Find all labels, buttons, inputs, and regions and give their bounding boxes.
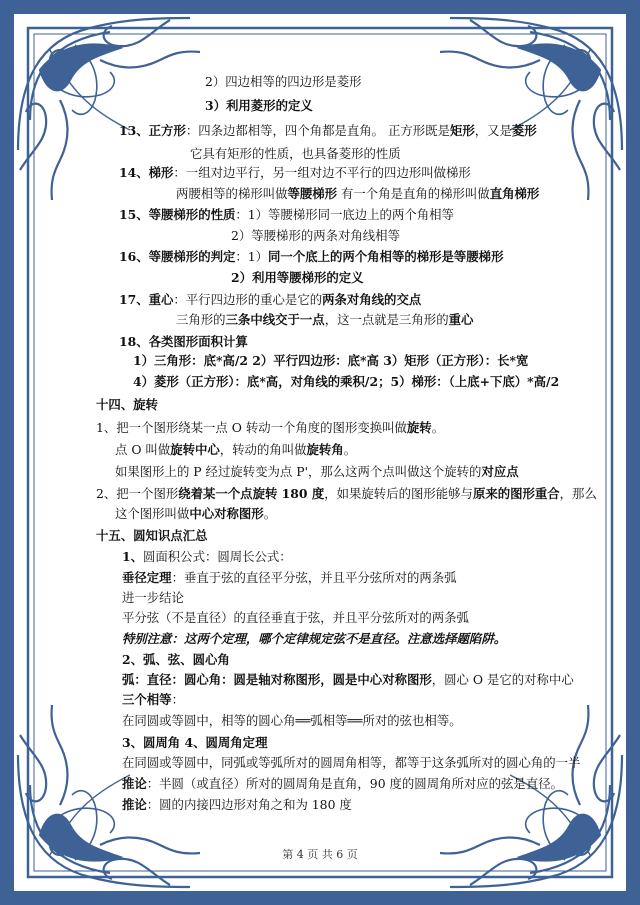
text-line: 18、各类图形面积计算 xyxy=(119,334,248,349)
text-line: 2）四边相等的四边形是菱形 xyxy=(205,74,362,89)
text-line: 三个相等： xyxy=(122,692,184,707)
section-heading: 十四、旋转 xyxy=(96,397,158,412)
text-line: 1）三角形：底*高/2 2）平行四边形：底*高 3）矩形（正方形）：长*宽 xyxy=(133,353,529,368)
text-line: 平分弦（不是直径）的直径垂直于弦，并且平分弦所对的两条弧 xyxy=(122,610,469,625)
text-line: 在同圆或等圆中，相等的圆心角══弧相等══所对的弦也相等。 xyxy=(122,713,462,728)
text-line: 垂径定理：垂直于弦的直径平分弦，并且平分弦所对的两条弧 xyxy=(122,570,457,585)
text-line: 进一步结论 xyxy=(122,590,184,605)
text-line: 2、把一个图形绕着某一个点旋转 180 度，如果旋转后的图形能够与原来的图形重合，那么 xyxy=(96,486,597,501)
text-line: 特别注意：这两个定理，哪个定律规定弦不是直径。注意选择题陷阱。 xyxy=(122,631,507,646)
text-line: 弧：直径：圆心角：圆是轴对称图形，圆是中心对称图形，圆心 O 是它的对称中心 xyxy=(122,672,574,687)
text-line: 在同圆或等圆中，同弧或等弧所对的圆周角相等，都等于这条弧所对的圆心角的一半 xyxy=(122,755,581,770)
text-line: 推论：半圆（或直径）所对的圆周角是直角，90 度的圆周角所对应的弦是直径。 xyxy=(122,776,563,791)
text-line: 如果图形上的 P 经过旋转变为点 P'，那么这两个点叫做这个旋转的对应点 xyxy=(115,464,519,479)
text-line: 点 O 叫做旋转中心，转动的角叫做旋转角。 xyxy=(115,442,357,457)
text-line: 2）等腰梯形的两条对角线相等 xyxy=(231,228,400,243)
text-line: 2、弧、弦、圆心角 xyxy=(122,652,230,667)
text-line: 2）利用等腰梯形的定义 xyxy=(231,270,364,285)
text-line: 14、梯形：一组对边平行，另一组对边不平行的四边形叫做梯形 xyxy=(119,165,471,180)
text-line: 两腰相等的梯形叫做等腰梯形 有一个角是直角的梯形叫做直角梯形 xyxy=(176,186,540,201)
text-line: 它具有矩形的性质，也具备菱形的性质 xyxy=(190,146,401,161)
text-line: 3、圆周角 4、圆周角定理 xyxy=(122,735,268,750)
text-line: 三角形的三条中线交于一点，这一点就是三角形的重心 xyxy=(176,312,474,327)
text-line: 4）菱形（正方形）：底*高，对角线的乘积/2；5）梯形：（上底+下底）*高/2 xyxy=(133,374,560,389)
page-footer: 第 4 页 共 6 页 xyxy=(282,848,358,861)
text-line: 15、等腰梯形的性质：1）等腰梯形同一底边上的两个角相等 xyxy=(119,207,454,222)
section-heading: 十五、圆知识点汇总 xyxy=(96,528,208,543)
text-line: 13、正方形：四条边都相等，四个角都是直角。 正方形既是矩形，又是菱形 xyxy=(119,123,537,138)
text-line: 1、圆面积公式：圆周长公式： xyxy=(122,549,292,564)
text-line: 16、等腰梯形的判定：1）同一个底上的两个角相等的梯形是等腰梯形 xyxy=(119,249,504,264)
text-line: 1、把一个图形绕某一点 O 转动一个角度的图形变换叫做旋转。 xyxy=(96,420,445,435)
text-line: 推论：圆的内接四边形对角之和为 180 度 xyxy=(122,797,352,812)
text-line: 17、重心：平行四边形的重心是它的两条对角线的交点 xyxy=(119,292,422,307)
text-line: 这个图形叫做中心对称图形。 xyxy=(115,506,277,521)
text-line: 3）利用菱形的定义 xyxy=(205,98,313,113)
